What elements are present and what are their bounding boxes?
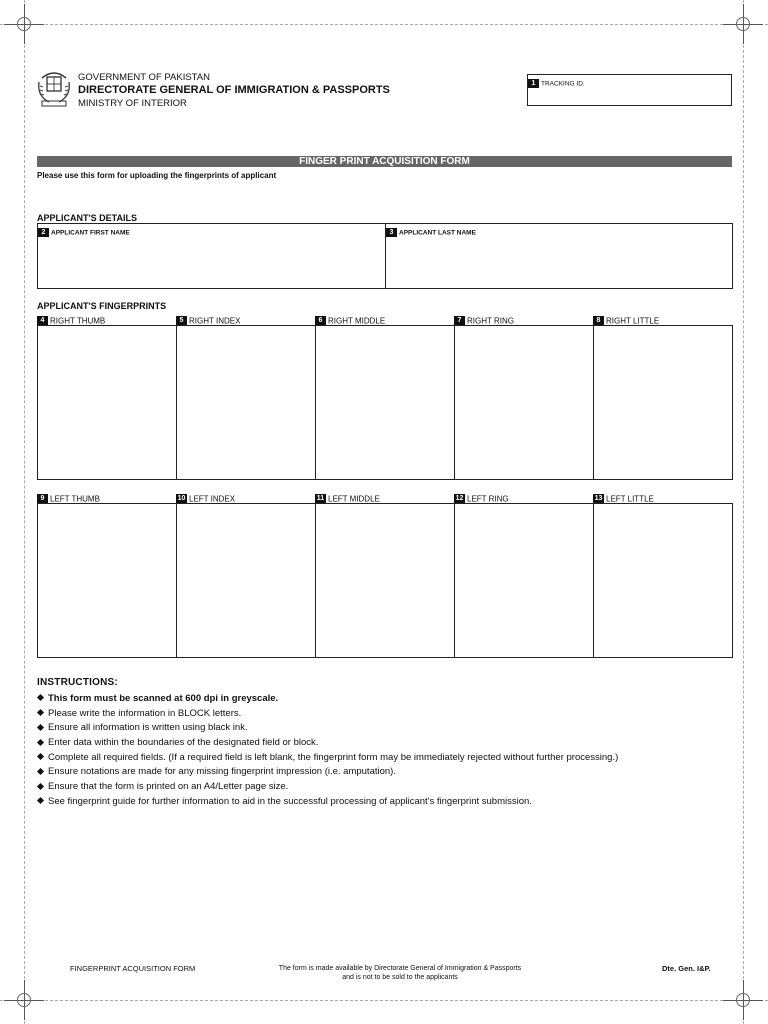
instruction-item: This form must be scanned at 600 dpi in greyscale. — [37, 692, 618, 707]
right-ring-label: 7 RIGHT RING — [454, 316, 514, 325]
field-label: APPLICANT LAST NAME — [399, 229, 476, 237]
left-middle-box[interactable] — [316, 504, 454, 657]
right-little-box[interactable] — [594, 326, 732, 479]
bullet-icon — [37, 797, 44, 804]
bullet-icon — [37, 694, 44, 701]
instruction-item: Ensure notations are made for any missing fingerprint impression (i.e. amputation). — [37, 765, 618, 780]
right-little-label: 8 RIGHT LITTLE — [593, 316, 659, 325]
state-emblem-icon — [34, 68, 74, 110]
left-hand-fingerprint-row — [37, 503, 733, 658]
left-middle-label: 11 LEFT MIDDLE — [316, 494, 380, 504]
tracking-id-field[interactable] — [527, 74, 732, 106]
applicant-details-block — [37, 223, 733, 289]
instructions-heading: INSTRUCTIONS: — [37, 677, 118, 688]
applicant-details-heading: APPLICANT'S DETAILS — [37, 213, 137, 223]
right-index-label: 5 RIGHT INDEX — [176, 316, 240, 325]
left-little-box[interactable] — [594, 504, 732, 657]
form-subtitle: Please use this form for uploading the fingerprints of applicant — [37, 171, 277, 180]
left-ring-label: 12 LEFT RING — [455, 494, 509, 504]
instruction-item: Ensure all information is written using black ink. — [37, 721, 618, 736]
directorate-name: DIRECTORATE GENERAL OF IMMIGRATION & PASSPORTS — [78, 84, 390, 96]
crop-guide-top — [0, 24, 768, 25]
instruction-item: Please write the information in BLOCK letters. — [37, 707, 618, 722]
bullet-icon — [37, 724, 44, 731]
instruction-item: Ensure that the form is printed on an A4/Letter page size. — [37, 780, 618, 795]
field-label: APPLICANT FIRST NAME — [51, 229, 130, 237]
crop-guide-left — [24, 0, 25, 1024]
bullet-icon — [37, 753, 44, 760]
right-middle-box[interactable] — [316, 326, 454, 479]
field-number: 1 — [528, 79, 539, 88]
footer-form-name: FINGERPRINT ACQUISITION FORM — [70, 964, 196, 973]
first-name-field[interactable] — [37, 223, 386, 289]
ministry-name: MINISTRY OF INTERIOR — [78, 98, 187, 109]
last-name-field[interactable] — [386, 224, 733, 288]
right-middle-label: 6 RIGHT MIDDLE — [315, 316, 385, 325]
footer-notice-line1: The form is made available by Directorate General of Immigration & Passports — [278, 965, 522, 972]
instructions-list — [37, 692, 618, 810]
right-thumb-label: 4 RIGHT THUMB — [37, 316, 105, 325]
field-number: 3 — [386, 228, 397, 237]
form-title: FINGER PRINT ACQUISITION FORM — [37, 156, 732, 167]
bullet-icon — [37, 783, 44, 790]
footer-notice — [240, 964, 560, 982]
footer-notice-line2: and is not to be sold to the applicants — [342, 974, 458, 981]
right-ring-box[interactable] — [455, 326, 593, 479]
bullet-icon — [37, 709, 44, 716]
field-number: 2 — [38, 228, 49, 237]
right-thumb-box[interactable] — [38, 326, 176, 479]
left-little-label: 13 LEFT LITTLE — [594, 494, 654, 504]
government-name: GOVERNMENT OF PAKISTAN — [78, 72, 210, 83]
left-index-label: 10 LEFT INDEX — [177, 494, 236, 504]
left-index-box[interactable] — [177, 504, 315, 657]
bullet-icon — [37, 739, 44, 746]
right-index-box[interactable] — [177, 326, 315, 479]
instruction-item: Complete all required fields. (If a required field is left blank, the fingerprint form may be immediately rejected without further processing.) — [37, 751, 618, 766]
crop-guide-bottom — [0, 1000, 768, 1001]
left-thumb-label: 9 LEFT THUMB — [37, 494, 100, 503]
left-thumb-box[interactable] — [38, 504, 176, 657]
footer-publisher: Dte. Gen. I&P. — [662, 964, 711, 973]
field-label: TRACKING ID. — [541, 80, 585, 88]
instruction-item: Enter data within the boundaries of the designated field or block. — [37, 736, 618, 751]
instruction-item: See fingerprint guide for further information to aid in the successful processing of applicant's fingerprint submission. — [37, 795, 618, 810]
fingerprints-heading: APPLICANT'S FINGERPRINTS — [37, 301, 167, 311]
crop-guide-right — [743, 0, 744, 1024]
bullet-icon — [37, 768, 44, 775]
right-hand-fingerprint-row — [37, 325, 733, 480]
left-ring-box[interactable] — [455, 504, 593, 657]
